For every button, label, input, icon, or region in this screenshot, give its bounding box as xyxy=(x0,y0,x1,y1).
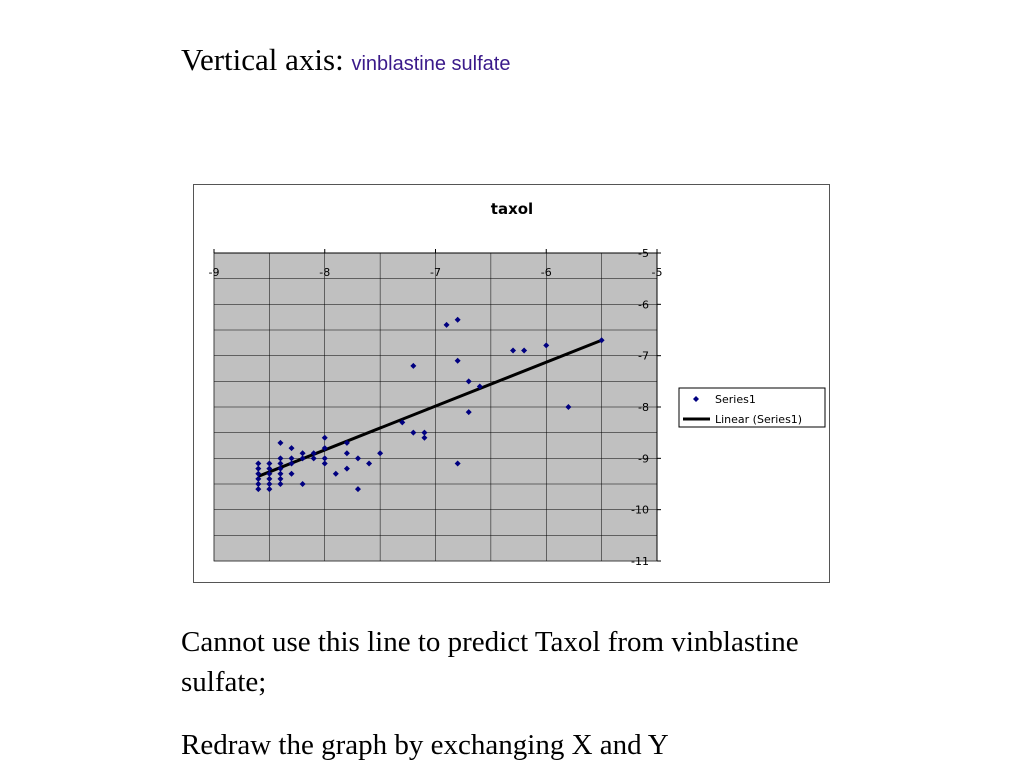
chart-title: taxol xyxy=(490,200,534,218)
x-tick-label: -6 xyxy=(540,266,552,279)
y-tick-label: -10 xyxy=(631,503,649,517)
x-tick-label: -9 xyxy=(208,266,220,279)
x-tick-label: -8 xyxy=(319,266,331,279)
chart-container xyxy=(193,184,830,583)
heading-prefix: Vertical axis: xyxy=(181,42,344,77)
heading-variable: vinblastine sulfate xyxy=(351,53,511,75)
y-tick-label: -11 xyxy=(631,555,649,568)
y-tick-label: -5 xyxy=(638,247,649,260)
scatter-chart xyxy=(194,185,829,582)
x-tick-label: -5 xyxy=(651,266,663,279)
note-cannot-predict: Cannot use this line to predict Taxol from vinblastine sulfate; xyxy=(181,626,799,698)
y-tick-label: -9 xyxy=(638,452,649,466)
x-tick-label: -7 xyxy=(430,266,441,279)
legend-trendline-label: Linear (Series1) xyxy=(715,413,803,426)
y-tick-label: -6 xyxy=(638,298,649,312)
legend-series1-label: Series1 xyxy=(715,393,756,406)
note-redraw: Redraw the graph by exchanging X and Y xyxy=(181,729,669,761)
slide-heading xyxy=(181,42,510,78)
y-tick-label: -7 xyxy=(638,349,649,363)
y-tick-label: -8 xyxy=(638,401,649,414)
